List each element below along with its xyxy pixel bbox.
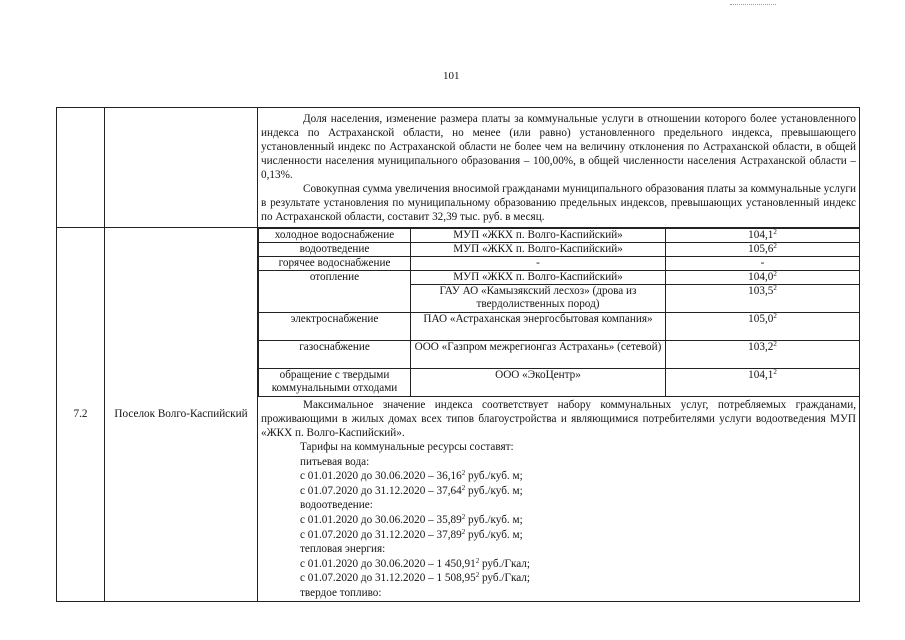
settlement-name: Поселок Волго-Каспийский <box>114 408 248 421</box>
service-index-value: 104,1$^2$ <box>666 369 860 397</box>
service-provider: ООО «ЭкоЦентр» <box>411 369 666 397</box>
service-index-value: 103,5$^2$ <box>666 285 860 313</box>
footnote-mark: 2 <box>461 483 466 492</box>
service-index-value: - <box>666 257 860 271</box>
document-table <box>56 107 860 602</box>
service-row <box>259 271 860 285</box>
footnote-mark: 2 <box>773 340 777 348</box>
services-table <box>258 228 859 397</box>
tariff-line: с 01.07.2020 до 31.12.2020 – 1 508,95$^2$ руб./Гкал; <box>300 571 530 585</box>
tariff-line: с 01.01.2020 до 30.06.2020 – 1 450,91$^2$ руб./Гкал; <box>300 556 530 570</box>
service-name: электроснабжение <box>259 313 411 341</box>
service-provider: ПАО «Астраханская энергосбытовая компания» <box>411 313 666 341</box>
settlement-details <box>258 228 860 602</box>
service-row <box>259 257 860 271</box>
footnote-mark: 2 <box>475 556 480 565</box>
service-provider: МУП «ЖКХ п. Волго-Каспийский» <box>411 229 666 243</box>
service-index-value: 104,1$^2$ <box>666 229 860 243</box>
settlement-row <box>57 228 860 602</box>
service-row <box>259 341 860 369</box>
corner-mark <box>730 0 776 5</box>
footnote-mark: 2 <box>773 368 777 376</box>
service-index-value: 105,0$^2$ <box>666 313 860 341</box>
footnote-mark: 2 <box>773 228 777 236</box>
service-name: водоотведение <box>259 243 411 257</box>
intro-row <box>57 108 860 228</box>
service-index-value: 105,6$^2$ <box>666 243 860 257</box>
intro-paragraph-share: Доля населения, изменение размера платы за коммунальные услуги в отношении которого более установленного индекса по Астраханской области, но менее (или равно) установленного предельного индекса, превышающего установленный индекс по Астраханской области не более чем на величину отклонения по Астраханской области, в общей численности населения муниципального образования – 100,00%, в общей численности населения Астраханской области – 0,13%. <box>261 113 856 181</box>
settlement-name-cell <box>105 228 258 602</box>
footnote-mark: 2 <box>475 571 480 580</box>
tariff-group-title: тепловая энергия: <box>300 543 386 556</box>
tariff-line: с 01.07.2020 до 31.12.2020 – 37,89$^2$ руб./куб. м; <box>300 527 523 541</box>
service-name: обращение с твердыми коммунальными отходами <box>259 369 411 397</box>
service-index-value: 104,0$^2$ <box>666 271 860 285</box>
tariff-group-title: водоотведение: <box>300 499 373 512</box>
footnote-mark: 2 <box>461 527 466 536</box>
footnote-mark: 2 <box>773 312 777 320</box>
intro-paragraph-sum: Совокупная сумма увеличения вносимой гражданами муниципального образования платы за коммунальные услуги в результате установления по муниципальному образованию предельных индексов, превышающих установленный индекс по Астраханской области, составит 32,39 тыс. руб. в месяц. <box>261 183 856 223</box>
row-number: 7.2 <box>73 408 88 421</box>
service-provider: ООО «Газпром межрегионгаз Астрахань» (сетевой) <box>411 341 666 369</box>
max-index-paragraph: Максимальное значение индекса соответствует набору коммунальных услуг, потребляемых гражданами, проживающими в жилых домах всех типов благоустройства и являющимися потребителями услуги водоотведения МУП «ЖКХ п. Волго-Каспийский». <box>261 399 856 439</box>
service-name: горячее водоснабжение <box>259 257 411 271</box>
service-name: отопление <box>259 271 411 313</box>
service-name: газоснабжение <box>259 341 411 369</box>
footnote-mark: 2 <box>773 270 777 278</box>
tariff-line: с 01.07.2020 до 31.12.2020 – 37,64$^2$ руб./куб. м; <box>300 483 523 497</box>
footnote-mark: 2 <box>461 512 466 521</box>
tariff-group-title: твердое топливо: <box>300 586 382 599</box>
service-provider: - <box>411 257 666 271</box>
service-provider: МУП «ЖКХ п. Волго-Каспийский» <box>411 243 666 257</box>
service-row <box>259 313 860 341</box>
page-number: 101 <box>443 70 460 82</box>
tariff-group-title: питьевая вода: <box>300 455 370 468</box>
intro-cell <box>258 108 860 228</box>
tariffs-heading: Тарифы на коммунальные ресурсы составят: <box>300 441 514 453</box>
tariff-line: с 01.01.2020 до 30.06.2020 – 36,16$^2$ руб./куб. м; <box>300 469 523 483</box>
row-number-cell <box>57 228 105 602</box>
service-name: холодное водоснабжение <box>259 229 411 243</box>
service-provider: ГАУ АО «Камызякский лесхоз» (дрова из твердолиственных пород) <box>411 285 666 313</box>
tariffs-block <box>258 440 859 601</box>
service-row <box>259 243 860 257</box>
footnote-mark: 2 <box>773 242 777 250</box>
tariff-line: с 01.01.2020 до 30.06.2020 – 35,89$^2$ руб./куб. м; <box>300 512 523 526</box>
footnote-mark: 2 <box>461 469 466 478</box>
service-row <box>259 369 860 397</box>
footnote-mark: 2 <box>773 284 777 292</box>
service-index-value: 103,2$^2$ <box>666 341 860 369</box>
service-row <box>259 229 860 243</box>
service-provider: МУП «ЖКХ п. Волго-Каспийский» <box>411 271 666 285</box>
